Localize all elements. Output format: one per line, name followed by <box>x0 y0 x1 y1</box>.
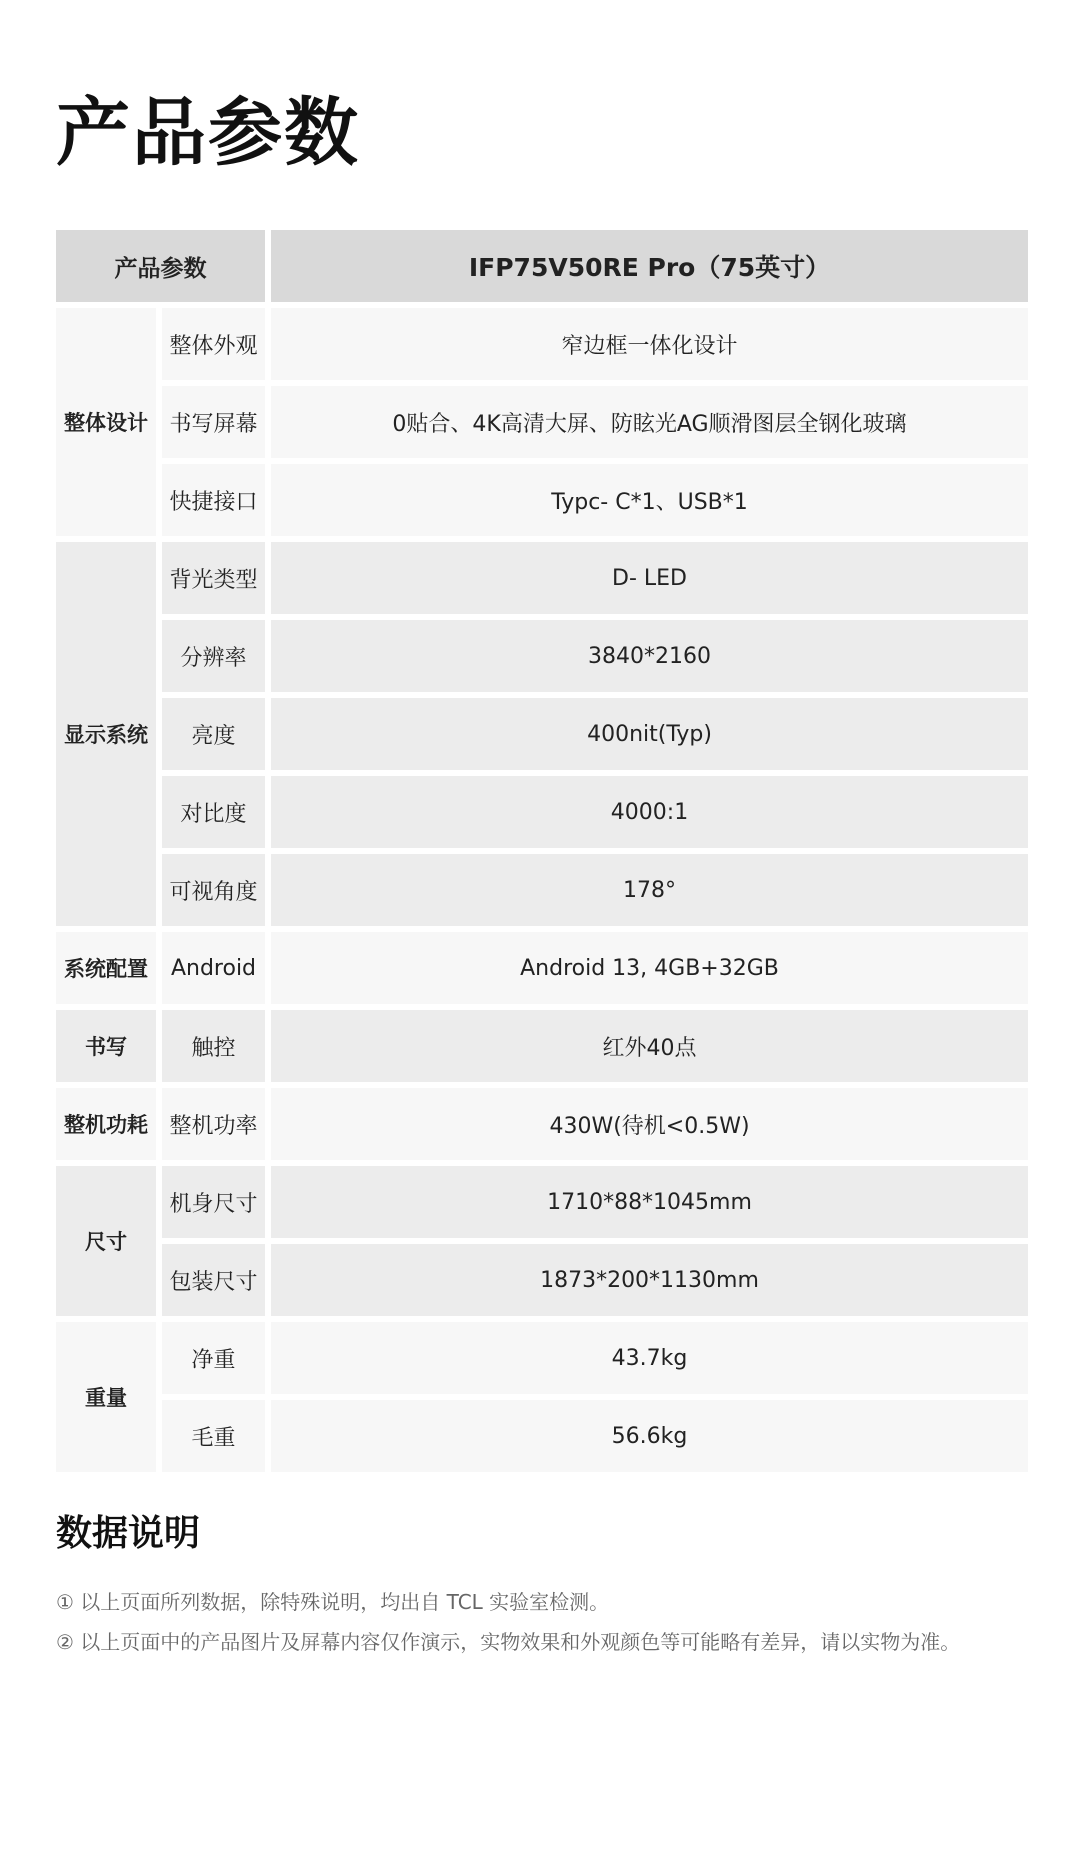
param-value: 178° <box>271 854 1028 926</box>
table-row <box>56 776 1028 848</box>
param-value: 56.6kg <box>271 1400 1028 1472</box>
table-row <box>56 1166 1028 1238</box>
param-value: 3840*2160 <box>271 620 1028 692</box>
category-cell: 系统配置 <box>56 932 156 1004</box>
table-row <box>56 698 1028 770</box>
param-name: 净重 <box>162 1322 265 1394</box>
param-value: D- LED <box>271 542 1028 614</box>
param-name: 机身尺寸 <box>162 1166 265 1238</box>
param-value: 430W(待机<0.5W) <box>271 1088 1028 1160</box>
notes-title: 数据说明 <box>56 1513 201 1554</box>
param-value: 1873*200*1130mm <box>271 1244 1028 1316</box>
param-value: Typc- C*1、USB*1 <box>271 464 1028 536</box>
header-param-label: 产品参数 <box>56 230 265 302</box>
category-cell: 整机功耗 <box>56 1088 156 1160</box>
param-name: 书写屏幕 <box>162 386 265 458</box>
param-name: Android <box>162 932 265 1004</box>
param-value: 红外40点 <box>271 1010 1028 1082</box>
table-row <box>56 620 1028 692</box>
param-value: 4000:1 <box>271 776 1028 848</box>
param-name: 分辨率 <box>162 620 265 692</box>
param-name: 整体外观 <box>162 308 265 380</box>
table-row <box>56 308 1028 380</box>
param-name: 亮度 <box>162 698 265 770</box>
table-row <box>56 1244 1028 1316</box>
param-name: 对比度 <box>162 776 265 848</box>
table-row <box>56 932 1028 1004</box>
category-cell: 书写 <box>56 1010 156 1082</box>
table-row <box>56 1010 1028 1082</box>
note-item: ② 以上页面中的产品图片及屏幕内容仅作演示，实物效果和外观颜色等可能略有差异，请以实物为准。 <box>56 1630 961 1654</box>
param-value: Android 13, 4GB+32GB <box>271 932 1028 1004</box>
table-row <box>56 1322 1028 1394</box>
table-row <box>56 1088 1028 1160</box>
table-header-row <box>56 230 1028 302</box>
param-name: 可视角度 <box>162 854 265 926</box>
note-item: ① 以上页面所列数据，除特殊说明，均出自 TCL 实验室检测。 <box>56 1590 610 1614</box>
param-name: 背光类型 <box>162 542 265 614</box>
category-cell: 重量 <box>56 1322 156 1472</box>
table-row <box>56 542 1028 614</box>
page-title: 产品参数 <box>56 90 360 176</box>
param-value: 43.7kg <box>271 1322 1028 1394</box>
param-value: 0贴合、4K高清大屏、防眩光AG顺滑图层全钢化玻璃 <box>271 386 1028 458</box>
param-value: 400nit(Typ) <box>271 698 1028 770</box>
header-model: IFP75V50RE Pro（75英寸） <box>271 230 1028 302</box>
notes-list <box>56 1582 1026 1662</box>
param-name: 触控 <box>162 1010 265 1082</box>
table-row <box>56 464 1028 536</box>
category-cell: 整体设计 <box>56 308 156 536</box>
param-value: 窄边框一体化设计 <box>271 308 1028 380</box>
param-name: 整机功率 <box>162 1088 265 1160</box>
param-name: 包装尺寸 <box>162 1244 265 1316</box>
param-name: 快捷接口 <box>162 464 265 536</box>
table-row <box>56 386 1028 458</box>
table-row <box>56 854 1028 926</box>
spec-table <box>50 224 1034 1478</box>
param-name: 毛重 <box>162 1400 265 1472</box>
table-row <box>56 1400 1028 1472</box>
category-cell: 显示系统 <box>56 542 156 926</box>
category-cell: 尺寸 <box>56 1166 156 1316</box>
param-value: 1710*88*1045mm <box>271 1166 1028 1238</box>
